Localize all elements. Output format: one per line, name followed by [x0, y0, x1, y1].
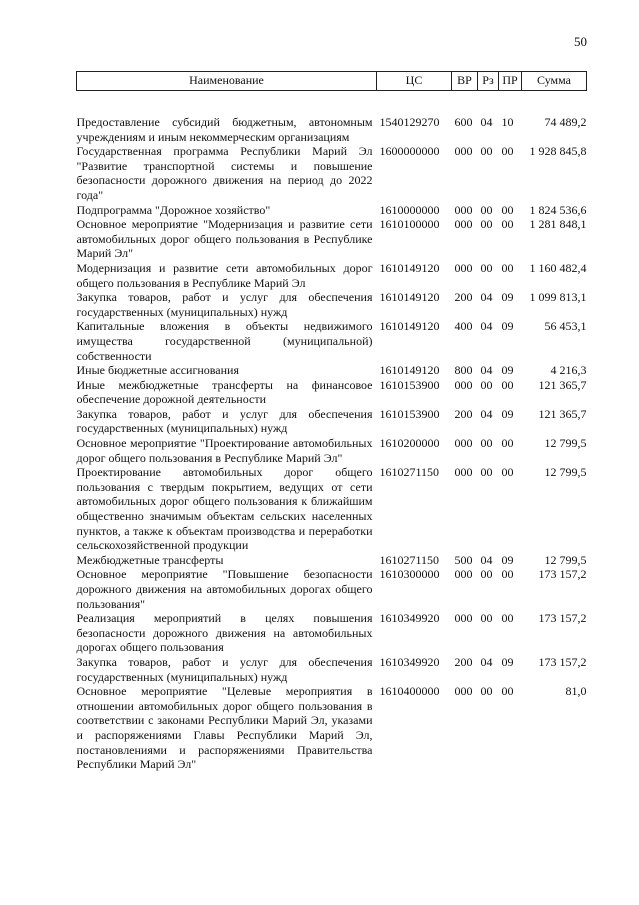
- cell-vr: 000: [454, 144, 473, 159]
- cell-pr: 00: [501, 465, 514, 480]
- cell-name: Иные межбюджетные трансферты на финансовое обеспечение дорожной деятельности: [76, 377, 373, 407]
- cell-rz: 00: [480, 202, 493, 217]
- cell-rz: 00: [480, 684, 493, 699]
- cell-pr: 00: [501, 684, 514, 699]
- cell-pr: 00: [501, 217, 514, 232]
- cell-name: Межбюджетные трансферты: [76, 552, 224, 567]
- cell-vr: 000: [454, 260, 473, 275]
- cell-rz: 04: [480, 290, 493, 305]
- cell-vr: 000: [454, 377, 473, 392]
- header-name: Наименование: [77, 72, 377, 91]
- cell-pr: 10: [501, 115, 514, 129]
- cell-cs: 1610000000: [379, 202, 440, 217]
- cell-rz: 00: [480, 567, 493, 582]
- table-row: [77, 363, 587, 378]
- cell-sum: 173 157,2: [538, 567, 587, 582]
- cell-sum: 12 799,5: [544, 436, 587, 451]
- cell-sum: 12 799,5: [544, 552, 587, 567]
- cell-name: Основное мероприятие "Целевые мероприятия в отношении автомобильных дорог общего пользования в соответствии с законами Республики Марий Эл, указами и распоряжениями Главы Республики Марий Эл, постановлениями и распоряжениями Правительства Республики Марий Эл": [76, 684, 373, 772]
- header-pr: ПР: [499, 72, 522, 91]
- gap-cell: [77, 91, 587, 116]
- cell-pr: 09: [501, 654, 514, 669]
- cell-name: Государственная программа Республики Марий Эл "Развитие транспортной системы и повышение безопасности дорожного движения на период до 2022 года": [76, 144, 373, 202]
- cell-rz: 04: [480, 363, 493, 378]
- table-row: [77, 319, 587, 363]
- cell-vr: 000: [454, 217, 473, 232]
- cell-name: Предоставление субсидий бюджетным, автономным учреждениям и иным некоммерческим организациям: [76, 115, 373, 144]
- cell-name: Основное мероприятие "Повышение безопасности дорожного движения на автомобильных дорогах общего пользования": [76, 567, 373, 611]
- cell-cs: 1610271150: [379, 552, 440, 567]
- cell-cs: 1610149120: [379, 319, 440, 334]
- cell-sum: 173 157,2: [538, 611, 587, 626]
- cell-cs: 1610153900: [379, 377, 440, 392]
- cell-vr: 000: [454, 436, 473, 451]
- table-row: [77, 553, 587, 568]
- cell-cs: 1610200000: [379, 436, 440, 451]
- cell-pr: 00: [501, 144, 514, 159]
- cell-vr: 000: [454, 567, 473, 582]
- table-row: [77, 144, 587, 202]
- cell-cs: 1610149120: [379, 260, 440, 275]
- cell-vr: 200: [454, 406, 473, 421]
- table-row: [77, 290, 587, 319]
- cell-sum: 81,0: [565, 684, 587, 699]
- table-row: [77, 684, 587, 772]
- cell-vr: 000: [454, 611, 473, 626]
- cell-sum: 4 216,3: [550, 363, 587, 378]
- cell-cs: 1610400000: [379, 684, 440, 699]
- cell-cs: 1600000000: [379, 144, 440, 159]
- cell-pr: 00: [501, 377, 514, 392]
- cell-cs: 1610349920: [379, 611, 440, 626]
- cell-cs: 1610349920: [379, 654, 440, 669]
- cell-sum: 1 160 482,4: [529, 260, 587, 275]
- cell-rz: 00: [480, 436, 493, 451]
- cell-pr: 00: [501, 202, 514, 217]
- header-rz: Рз: [478, 72, 499, 91]
- cell-name: Закупка товаров, работ и услуг для обеспечения государственных (муниципальных) нужд: [76, 290, 373, 319]
- cell-cs: 1540129270: [379, 115, 440, 129]
- table-row: [77, 655, 587, 684]
- cell-vr: 600: [454, 115, 473, 129]
- cell-sum: 1 824 536,6: [529, 202, 587, 217]
- cell-rz: 04: [480, 654, 493, 669]
- cell-sum: 121 365,7: [538, 406, 587, 421]
- cell-cs: 1610300000: [379, 567, 440, 582]
- cell-name: Закупка товаров, работ и услуг для обеспечения государственных (муниципальных) нужд: [76, 654, 373, 684]
- cell-sum: 12 799,5: [544, 465, 587, 480]
- cell-vr: 500: [454, 552, 473, 567]
- cell-pr: 00: [501, 436, 514, 451]
- header-cs: ЦС: [377, 72, 452, 91]
- cell-name: Проектирование автомобильных дорог общего пользования с твердым покрытием, ведущих от сети автомобильных дорог общего пользования к ближайшим общественно значимым объектам сельских населенных пунктов, а также к объектам производства и переработки сельскохозяйственной продукции: [76, 465, 373, 553]
- table-row: [77, 465, 587, 553]
- cell-rz: 04: [480, 115, 493, 129]
- cell-cs: 1610153900: [379, 406, 440, 421]
- cell-vr: 200: [454, 290, 473, 305]
- cell-vr: 000: [454, 202, 473, 217]
- table-row: [77, 567, 587, 611]
- cell-rz: 00: [480, 260, 493, 275]
- cell-sum: 1 928 845,8: [529, 144, 587, 159]
- cell-rz: 00: [480, 217, 493, 232]
- header-vr: ВР: [452, 72, 478, 91]
- cell-pr: 00: [501, 611, 514, 626]
- page-number: 50: [574, 34, 587, 49]
- table-row: [77, 436, 587, 465]
- cell-name: Иные бюджетные ассигнования: [76, 363, 239, 378]
- header-row: [77, 72, 587, 91]
- cell-sum: 1 281 848,1: [529, 217, 587, 232]
- table-row: [77, 115, 587, 144]
- cell-name: Модернизация и развитие сети автомобильных дорог общего пользования в Республике Марий Эл: [76, 260, 373, 290]
- cell-name: Основное мероприятие "Проектирование автомобильных дорог общего пользования в Республике Марий Эл": [76, 436, 373, 465]
- cell-name: Реализация мероприятий в целях повышения безопасности дорожного движения на автомобильных дорогах общего пользования: [76, 611, 373, 655]
- cell-pr: 00: [501, 260, 514, 275]
- cell-name: Подпрограмма "Дорожное хозяйство": [76, 202, 271, 217]
- cell-rz: 00: [480, 465, 493, 480]
- cell-vr: 200: [454, 654, 473, 669]
- cell-rz: 04: [480, 406, 493, 421]
- budget-table: [76, 71, 587, 772]
- cell-name: Закупка товаров, работ и услуг для обеспечения государственных (муниципальных) нужд: [76, 406, 373, 436]
- table-row: [77, 378, 587, 407]
- cell-cs: 1610149120: [379, 363, 440, 378]
- cell-sum: 56 453,1: [544, 319, 587, 334]
- cell-cs: 1610100000: [379, 217, 440, 232]
- cell-rz: 00: [480, 144, 493, 159]
- cell-pr: 09: [501, 552, 514, 567]
- cell-cs: 1610149120: [379, 290, 440, 305]
- table-header: [77, 72, 587, 91]
- table-row: [77, 407, 587, 436]
- cell-name: Капитальные вложения в объекты недвижимого имущества государственной (муниципальной) собственности: [76, 319, 373, 363]
- cell-cs: 1610271150: [379, 465, 440, 480]
- header-sum: Сумма: [522, 72, 587, 91]
- table-body: [77, 91, 587, 772]
- cell-sum: 121 365,7: [538, 377, 587, 392]
- cell-vr: 800: [454, 363, 473, 378]
- cell-pr: 09: [501, 363, 514, 378]
- cell-sum: 173 157,2: [538, 654, 587, 669]
- cell-sum: 74 489,2: [544, 115, 587, 129]
- table-row: [77, 217, 587, 261]
- table-row: [77, 261, 587, 290]
- budget-table-container: [76, 71, 586, 772]
- cell-vr: 000: [454, 465, 473, 480]
- table-row: [77, 203, 587, 218]
- cell-name: Основное мероприятие "Модернизация и развитие сети автомобильных дорог общего пользования в Республике Марий Эл": [76, 217, 373, 261]
- cell-pr: 09: [501, 406, 514, 421]
- cell-rz: 00: [480, 377, 493, 392]
- cell-rz: 00: [480, 611, 493, 626]
- cell-vr: 400: [454, 319, 473, 334]
- header-gap: [77, 91, 587, 116]
- cell-rz: 04: [480, 552, 493, 567]
- cell-sum: 1 099 813,1: [529, 290, 587, 305]
- cell-rz: 04: [480, 319, 493, 334]
- table-row: [77, 611, 587, 655]
- cell-pr: 09: [501, 319, 514, 334]
- cell-vr: 000: [454, 684, 473, 699]
- cell-pr: 00: [501, 567, 514, 582]
- cell-pr: 09: [501, 290, 514, 305]
